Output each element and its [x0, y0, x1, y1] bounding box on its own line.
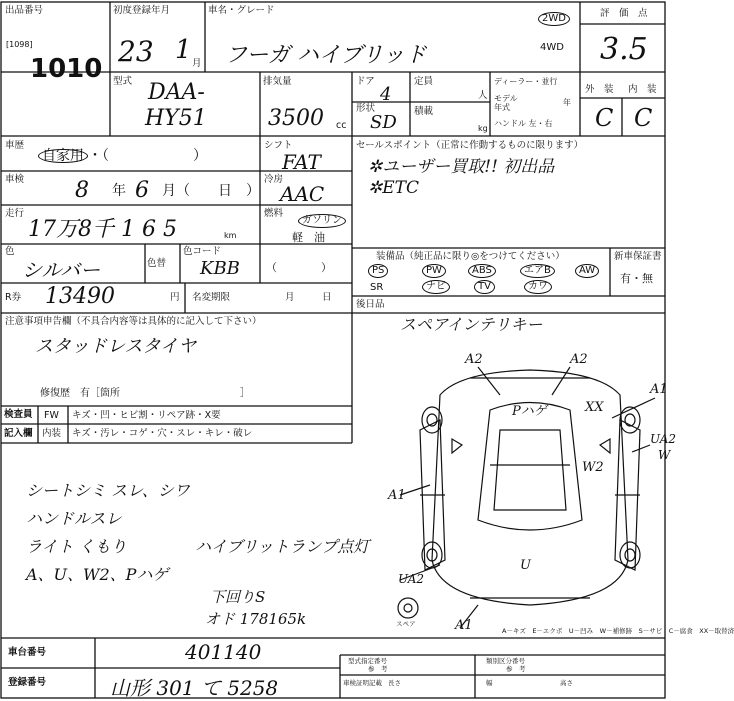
registration-month: 1 [175, 35, 192, 65]
lot-label: 出品番号 [5, 5, 44, 16]
notes-value: スタッドレスタイヤ [35, 336, 197, 357]
mileage-label: 走行 [5, 208, 25, 219]
dealer-label: ディーラー・並行 [494, 77, 558, 86]
registration-year: 23 [118, 35, 154, 68]
type-designation-label: 型式指定番号 [348, 657, 387, 665]
damage-mark-right-front: A1 [650, 382, 668, 397]
inspection-year-unit: 年 [112, 183, 126, 199]
damage-mark-hood: Pハゲ [512, 404, 547, 419]
certificate-length: 長さ [388, 679, 401, 687]
shape-value: SD [370, 112, 397, 133]
color-change-label: 色替 [147, 258, 167, 269]
recycle-label: R券 [5, 292, 22, 303]
selling-point-line-1: ✲ユーザー買取!! 初出品 [368, 157, 555, 177]
damage-legend: A－キズ E－エクボ U－凹み W－補修跡 S－サビ C－腐食 XX－取替済 [502, 627, 734, 635]
equip-navi: ナビ [422, 280, 450, 294]
damage-mark-right-fender: UA2 [650, 432, 677, 446]
comment-line-5: ハイブリットランプ点灯 [195, 537, 370, 556]
door-value: 4 [380, 84, 392, 105]
grade-value: 3.5 [600, 32, 648, 67]
load-unit: kg [478, 124, 488, 133]
model-type-value-1: DAA- [148, 80, 205, 105]
inspection-month: 6 [135, 178, 149, 203]
interior-label: 内 装 [628, 84, 657, 95]
equip-sr: SR [370, 282, 384, 293]
plate-label: 登録番号 [8, 677, 47, 688]
equip-airbag: エアB [520, 264, 555, 278]
name-change-label: 名変期限 [192, 292, 231, 303]
comment-line-1: シートシミ スレ、シワ [26, 481, 190, 500]
fuel-value: ガソリン [298, 214, 346, 228]
capacity-label: 定員 [414, 76, 434, 87]
comment-line-6: 下回りS [210, 588, 266, 606]
color-label: 色 [5, 246, 15, 257]
interior-inspect-label: 内装 [42, 428, 62, 439]
inspector-entry-label: 記入欄 [4, 428, 33, 439]
fw-label: FW [44, 410, 59, 421]
model-year-label-2: 年式 [494, 103, 510, 112]
damage-mark-replaced: XX [585, 400, 604, 415]
shift-label: シフト [264, 140, 293, 151]
certificate-label: 車検証明記載 [343, 679, 382, 687]
equip-ps: PS [368, 264, 388, 278]
warranty-label: 新車保証書 [614, 251, 662, 262]
fuel-other: （ ） [266, 261, 332, 274]
car-name: フーガ ハイブリッド [225, 43, 427, 68]
fw-items: キズ・凹・ヒビ割・リペア跡・X要 [72, 410, 221, 421]
lot-code: [1098] [6, 40, 33, 49]
name-change-day: 日 [322, 292, 332, 303]
equipment-label: 装備品（純正品に限り◎をつけてください） [376, 251, 565, 262]
certificate-height: 高さ [560, 679, 573, 687]
first-registration-label: 初度登録年月 [113, 5, 171, 16]
comment-line-4: A、U、W2、Pハゲ [26, 565, 169, 584]
mileage-unit: km [224, 231, 237, 240]
damage-mark-rear: A1 [455, 618, 473, 633]
equip-leather: カワ [524, 280, 552, 294]
displacement-label: 排気量 [263, 76, 292, 87]
model-year-unit: 年 [563, 98, 571, 107]
warranty-value: 有・無 [620, 272, 653, 285]
mileage-value: 17万8千 1 6 5 [28, 217, 177, 242]
comment-line-3: ライト くもり [26, 537, 127, 556]
registration-month-unit: 月 [192, 58, 202, 69]
color-value: シルバー [22, 258, 101, 282]
comment-line-7: オド 178165k [205, 610, 307, 628]
inspection-year: 8 [75, 178, 89, 203]
fuel-alt: 軽 油 [292, 231, 325, 244]
recycle-value: 13490 [45, 284, 115, 309]
displacement-value: 3500 [268, 106, 324, 131]
notes-label: 注意事項申告欄（不具合内容等は具体的に記入して下さい） [5, 316, 262, 327]
history-value: 自家用 [38, 149, 88, 163]
interior-grade: C [634, 104, 653, 132]
model-year-label-1: モデル [494, 94, 518, 103]
interior-items: キズ・汚レ・コゲ・穴・スレ・キレ・破レ [72, 428, 253, 439]
aircon-label: 冷房 [264, 174, 284, 185]
shift-value: FAT [282, 150, 321, 174]
damage-mark-front-right: A2 [570, 352, 588, 367]
chassis-value: 401140 [185, 640, 262, 664]
color-code-label: 色コード [183, 246, 222, 257]
color-code-value: KBB [200, 258, 240, 279]
type-designation-ref: 参 考 [368, 665, 388, 673]
spare-label: スペア [396, 620, 416, 628]
recycle-unit: 円 [170, 292, 180, 303]
equip-abs: ABS [468, 264, 496, 278]
lot-number: 1010 [30, 54, 103, 84]
certificate-width: 幅 [486, 679, 493, 687]
door-label: ドア [356, 76, 375, 87]
exterior-label: 外 装 [585, 84, 614, 95]
equip-pw: PW [422, 264, 446, 278]
inspector-label: 検査員 [4, 409, 33, 420]
fuel-label: 燃料 [264, 208, 284, 219]
drive-2wd: 2WD [538, 12, 570, 26]
later-items-label: 後日品 [356, 299, 385, 310]
model-type-value-2: HY51 [145, 106, 207, 131]
shape-label: 形状 [356, 103, 376, 114]
drive-4wd: 4WD [540, 42, 564, 53]
selling-point-line-2: ✲ETC [368, 178, 419, 198]
selling-point-label: セールスポイント（正常に作動するものに限ります） [356, 140, 584, 151]
repair-history-label: 修復歴 有［箇所 ］ [40, 388, 250, 399]
car-name-label: 車名・グレード [208, 5, 275, 16]
handle-label: ハンドル 左・右 [494, 119, 553, 128]
damage-mark-trunk: U [520, 558, 531, 573]
damage-mark-roof: W2 [582, 460, 604, 475]
history-label: 車歴 [5, 140, 25, 151]
equip-tv: TV [474, 280, 495, 294]
exterior-grade: C [595, 104, 614, 132]
load-label: 積載 [414, 106, 434, 117]
category-label: 類別区分番号 [486, 657, 525, 665]
later-items-value: スペアインテリキー [400, 315, 543, 334]
aircon-value: AAC [280, 182, 325, 206]
comment-line-2: ハンドルスレ [26, 509, 122, 528]
damage-mark-left-rear: UA2 [398, 572, 425, 586]
damage-mark-left-door: A1 [388, 488, 406, 503]
inspection-label: 車検 [5, 174, 25, 185]
history-value-rest: ・（ ） [88, 148, 207, 164]
model-type-label: 型式 [113, 76, 133, 87]
inspection-month-unit: 月（ 日 ） [162, 183, 260, 199]
name-change-month: 月 [285, 292, 295, 303]
damage-mark-right-w: W [658, 448, 671, 462]
damage-mark-front-left: A2 [465, 352, 483, 367]
displacement-unit: cc [336, 120, 347, 131]
plate-value: 山形 301 て 5258 [110, 676, 279, 700]
chassis-label: 車台番号 [8, 647, 47, 658]
equip-aw: AW [575, 264, 599, 278]
category-ref: 参 考 [506, 665, 526, 673]
grade-label: 評 価 点 [600, 8, 648, 19]
capacity-unit: 人 [478, 90, 488, 101]
